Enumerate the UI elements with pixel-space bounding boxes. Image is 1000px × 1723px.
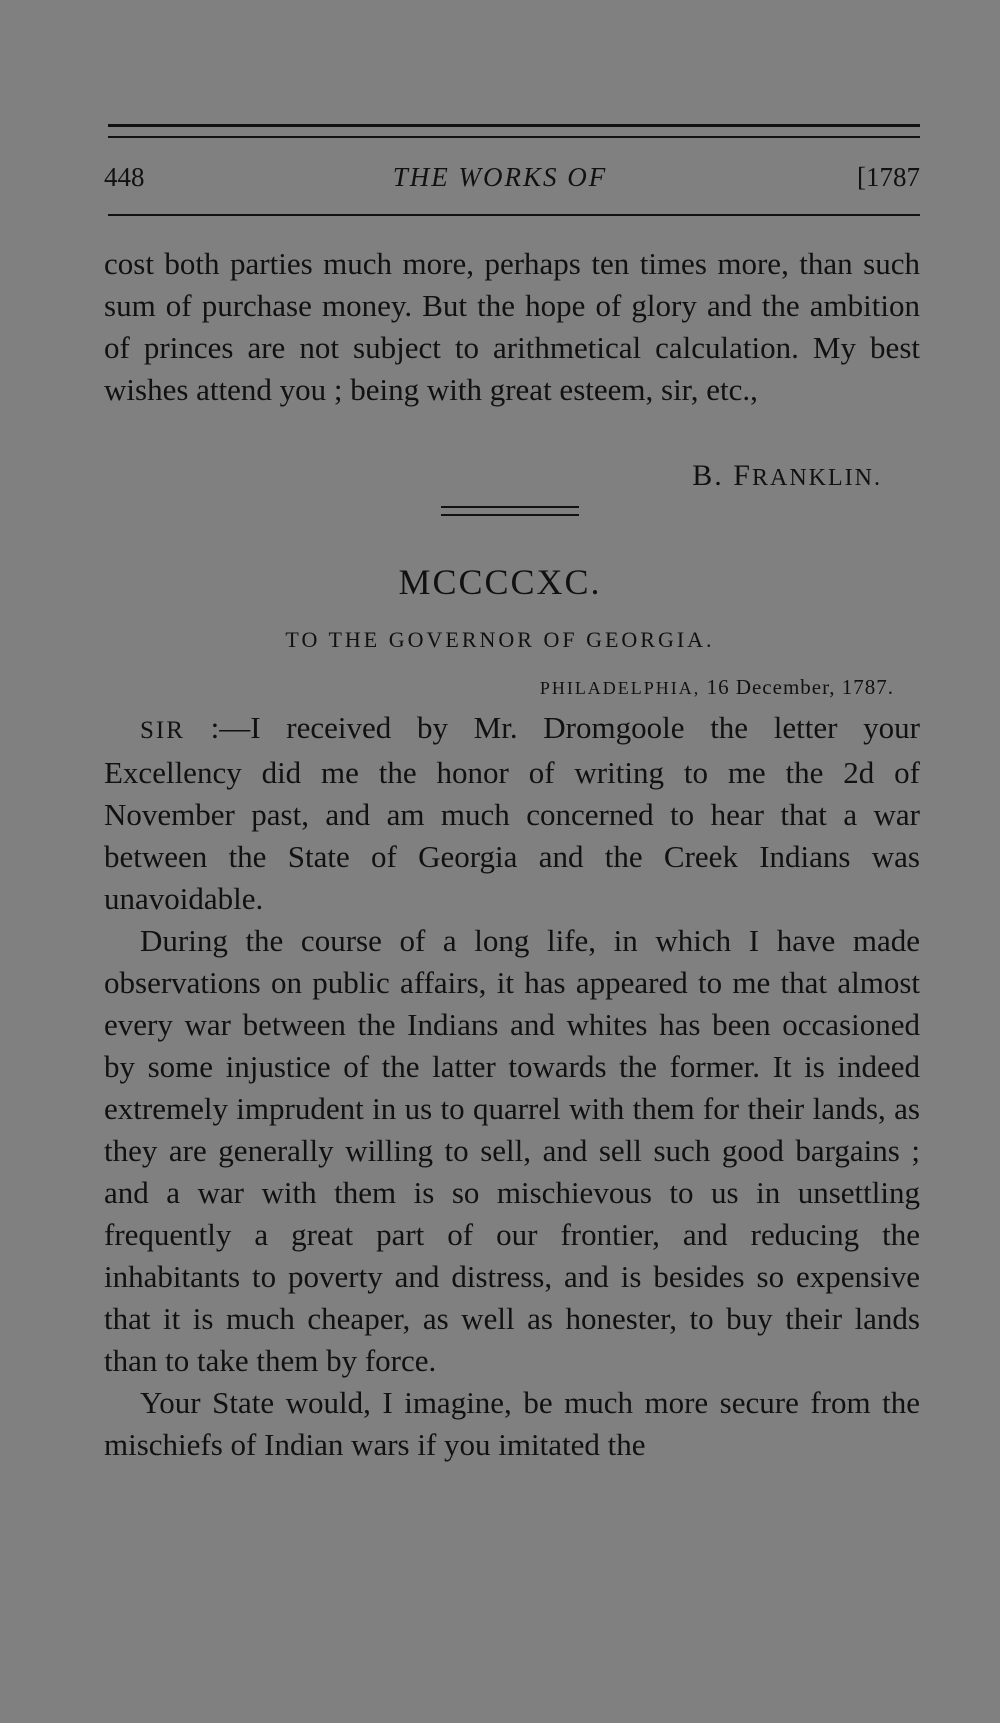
letter-body xyxy=(104,707,920,1466)
letter-paragraph: Your State would, I imagine, be much more secure from the mischiefs of Indian wars if you imitated the xyxy=(104,1385,920,1462)
running-title: THE WORKS OF xyxy=(392,162,608,192)
signature xyxy=(104,455,882,499)
continuation-block xyxy=(104,243,920,411)
letter-paragraph xyxy=(104,707,920,920)
signature-rest: RANKLIN. xyxy=(752,465,882,491)
continuation-paragraph: cost both parties much more, perhaps ten times more, than such sum of purchase money. But the hope of glory and the ambition of princes are not subject to arithmetical calculation. My best wishes attend you ; being with great esteem, sir, etc., xyxy=(104,246,920,407)
page-number: 448 xyxy=(104,162,145,192)
dateline-date: 16 December, 1787. xyxy=(706,675,894,699)
salutation: SIR xyxy=(140,717,185,744)
separator-rule-1 xyxy=(441,506,579,508)
letter-heading: TO THE GOVERNOR OF GEORGIA. xyxy=(285,627,715,652)
dateline xyxy=(104,672,894,703)
signature-initial: B. F xyxy=(692,459,752,492)
top-rule-thin xyxy=(108,136,920,138)
letter-numeral: MCCCCXC. xyxy=(398,562,602,602)
dateline-place: PHILADELPHIA, xyxy=(539,678,701,698)
separator-rule-2 xyxy=(441,514,579,516)
header-rule xyxy=(108,214,920,216)
paragraph-text: :—I received by Mr. Dromgoole the letter your Excellency did me the honor of writing to me the 2d of November past, and am much concerned to hear that a war between the State of Georgia and the Creek Indians was unavoidable. xyxy=(104,710,920,916)
header-year: [1787 xyxy=(857,162,920,192)
letter-paragraph: During the course of a long life, in which I have made observations on public affairs, it has appeared to me that almost every war between the Indians and whites has been occasioned by some injustice of the latter towards the former. It is indeed extremely imprudent in us to quarrel with them for their lands, as they are generally willing to sell, and sell such good bargains ; and a war with them is so mischievous to us in unsettling frequently a great part of our frontier, and reducing the inhabitants to poverty and distress, and is besides so expensive that it is much cheaper, as well as honester, to buy their lands than to take them by force. xyxy=(104,923,920,1378)
top-rule-thick xyxy=(108,124,920,127)
